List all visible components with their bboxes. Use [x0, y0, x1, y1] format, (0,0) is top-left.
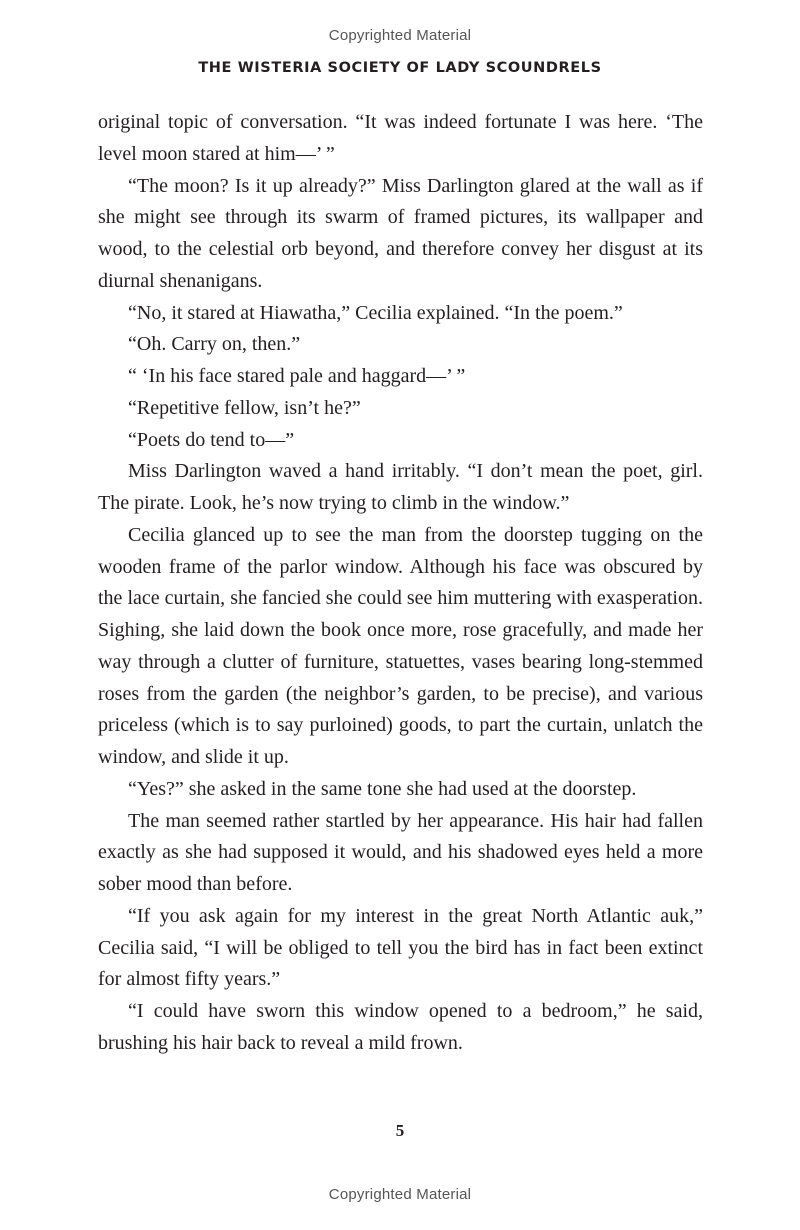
copyright-watermark-bottom: Copyrighted Material: [328, 1186, 472, 1203]
paragraph: original topic of conversation. “It was indeed fortunate I was here. ‘The level moon stared at him—’ ”: [98, 111, 703, 165]
paragraph: The man seemed rather startled by her appearance. His hair had fallen exactly as she had supposed it would, and his shadowed eyes held a more sober mood than before.: [98, 809, 703, 895]
paragraph: Miss Darlington waved a hand irritably. “I don’t mean the poet, girl. The pirate. Look, he’s now trying to climb in the window.”: [98, 460, 703, 514]
running-head: THE WISTERIA SOCIETY OF LADY SCOUNDRELS: [198, 60, 602, 76]
paragraph: “If you ask again for my interest in the great North Atlantic auk,” Cecilia said, “I will be obliged to tell you the bird has in fact been extinct for almost fifty years.”: [98, 904, 703, 991]
paragraph: “Repetitive fellow, isn’t he?”: [128, 396, 361, 419]
paragraph: “Poets do tend to—”: [128, 428, 295, 451]
paragraph: “The moon? Is it up already?” Miss Darlington glared at the wall as if she might see through its swarm of framed pictures, its wallpaper and wood, to the celestial orb beyond, and therefore convey her disgust at its diurnal shenanigans.: [98, 174, 703, 292]
paragraph: “I could have sworn this window opened to a bedroom,” he said, brushing his hair back to reveal a mild frown.: [98, 1000, 703, 1054]
page-body: [98, 107, 703, 1060]
paragraph: “Oh. Carry on, then.”: [128, 333, 301, 356]
paragraph: “No, it stared at Hiawatha,” Cecilia explained. “In the poem.”: [128, 301, 623, 324]
paragraph: Cecilia glanced up to see the man from the doorstep tugging on the wooden frame of the parlor window. Although his face was obscured by the lace curtain, she fancied she could see him muttering with exasperation. Sighing, she laid down the book once more, rose gracefully, and made her way through a clutter of furniture, statuettes, vases bearing long-stemmed roses from the garden (the neighbor’s garden, to be precise), and various priceless (which is to say purloined) goods, to part the curtain, unlatch the window, and slide it up.: [98, 523, 703, 768]
copyright-watermark-top: Copyrighted Material: [328, 27, 472, 44]
paragraph: “Yes?” she asked in the same tone she had used at the doorstep.: [128, 777, 637, 800]
page-number: 5: [395, 1121, 405, 1140]
paragraph: “ ‘In his face stared pale and haggard—’ ”: [128, 365, 466, 387]
